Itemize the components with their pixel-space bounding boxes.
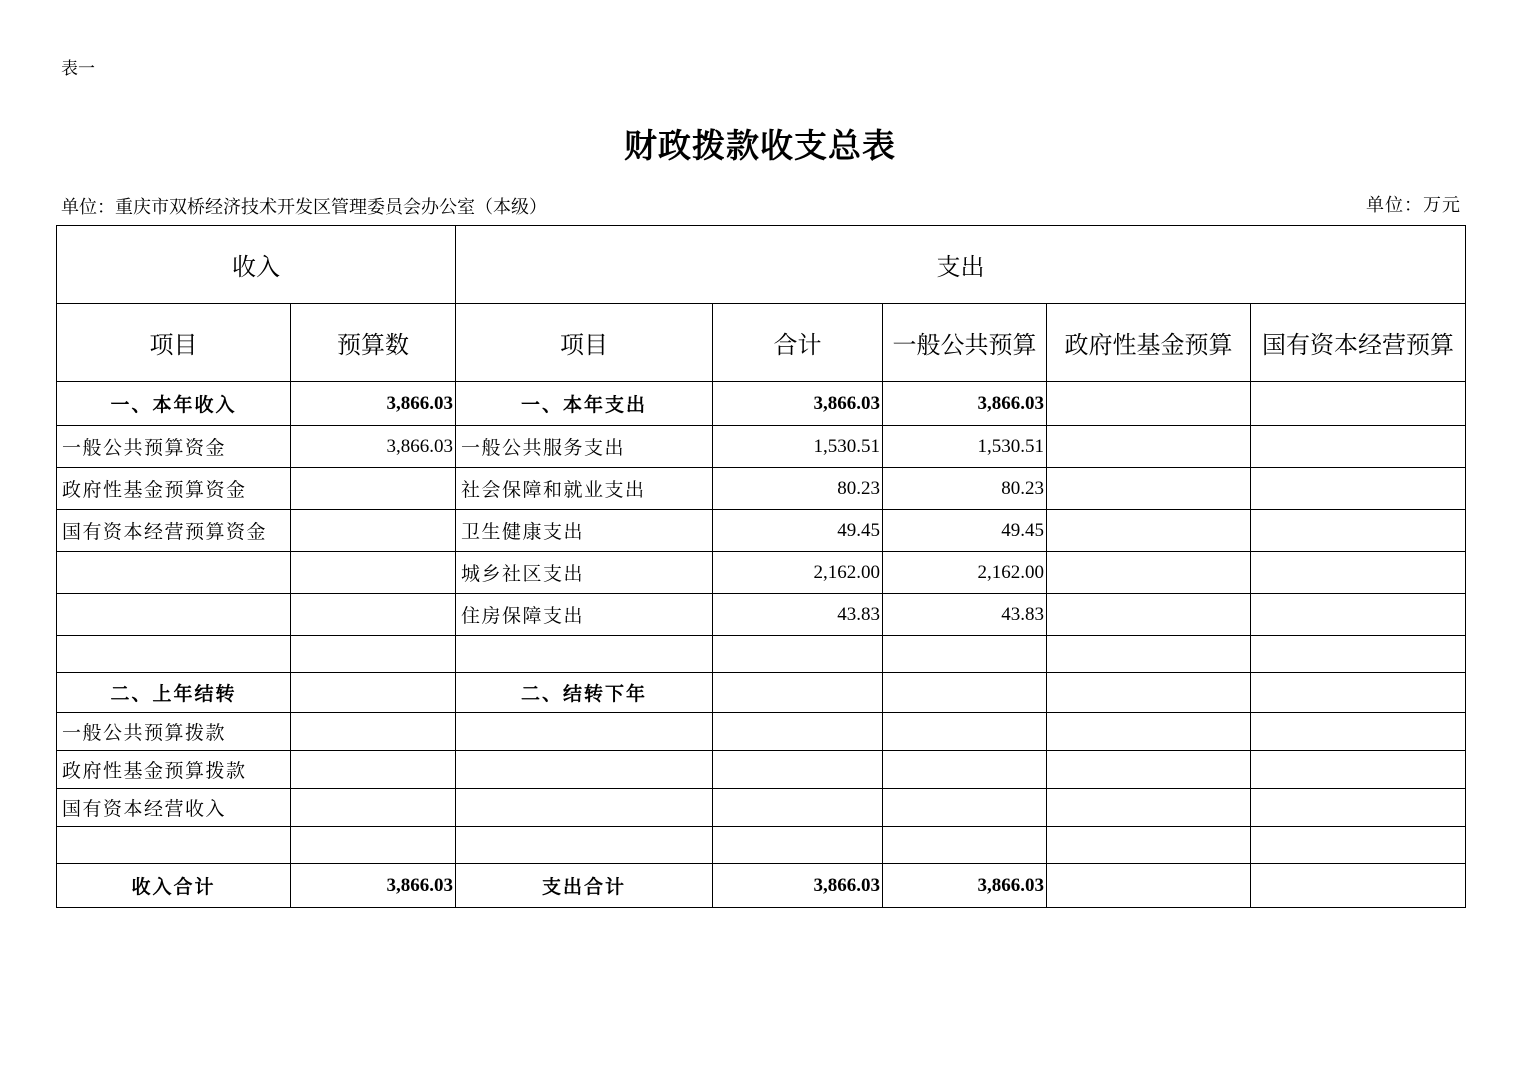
expense-header: 支出 (456, 226, 1466, 304)
table-row (57, 468, 1466, 510)
state-capital-value (1251, 636, 1466, 673)
expense-item: 支出合计 (456, 864, 713, 908)
general-budget-value: 3,866.03 (883, 864, 1047, 908)
total-value: 1,530.51 (713, 426, 883, 468)
state-capital-value (1251, 864, 1466, 908)
expense-item: 社会保障和就业支出 (456, 468, 713, 510)
state-capital-value (1251, 827, 1466, 864)
fund-budget-value (1047, 827, 1251, 864)
budget-value (291, 789, 456, 827)
fund-budget-value (1047, 673, 1251, 713)
state-capital-value (1251, 789, 1466, 827)
col-budget: 预算数 (291, 304, 456, 382)
table-row (57, 426, 1466, 468)
table-row (57, 673, 1466, 713)
total-value (713, 636, 883, 673)
table-row (57, 751, 1466, 789)
fund-budget-value (1047, 636, 1251, 673)
state-capital-value (1251, 673, 1466, 713)
budget-value: 3,866.03 (291, 864, 456, 908)
table-row (57, 510, 1466, 552)
income-item (57, 594, 291, 636)
col-expense-item: 项目 (456, 304, 713, 382)
state-capital-value (1251, 426, 1466, 468)
fund-budget-value (1047, 594, 1251, 636)
budget-value: 3,866.03 (291, 426, 456, 468)
col-income-item: 项目 (57, 304, 291, 382)
general-budget-value (883, 751, 1047, 789)
total-value: 43.83 (713, 594, 883, 636)
income-item (57, 636, 291, 673)
fund-budget-value (1047, 789, 1251, 827)
expense-item: 二、结转下年 (456, 673, 713, 713)
income-item: 收入合计 (57, 864, 291, 908)
expense-item: 城乡社区支出 (456, 552, 713, 594)
table-row (57, 382, 1466, 426)
total-value: 49.45 (713, 510, 883, 552)
total-value: 2,162.00 (713, 552, 883, 594)
organization-unit: 单位：重庆市双桥经济技术开发区管理委员会办公室（本级） (61, 197, 547, 218)
currency-unit: 单位：万元 (1366, 195, 1461, 216)
fund-budget-value (1047, 751, 1251, 789)
state-capital-value (1251, 510, 1466, 552)
table-row (57, 789, 1466, 827)
fund-budget-value (1047, 426, 1251, 468)
table-row (57, 827, 1466, 864)
general-budget-value (883, 789, 1047, 827)
total-value (713, 751, 883, 789)
table-body (57, 382, 1466, 908)
state-capital-value (1251, 751, 1466, 789)
income-item: 二、上年结转 (57, 673, 291, 713)
expense-item (456, 789, 713, 827)
budget-value (291, 552, 456, 594)
total-value (713, 713, 883, 751)
general-budget-value: 1,530.51 (883, 426, 1047, 468)
header-row-columns (57, 304, 1466, 382)
col-general-budget: 一般公共预算 (883, 304, 1047, 382)
expense-item (456, 713, 713, 751)
income-item: 政府性基金预算资金 (57, 468, 291, 510)
expense-item (456, 751, 713, 789)
total-value: 3,866.03 (713, 382, 883, 426)
budget-value (291, 827, 456, 864)
expense-item: 住房保障支出 (456, 594, 713, 636)
fund-budget-value (1047, 382, 1251, 426)
general-budget-value: 49.45 (883, 510, 1047, 552)
fiscal-summary-table (56, 225, 1466, 908)
income-item: 国有资本经营预算资金 (57, 510, 291, 552)
total-value (713, 673, 883, 713)
total-value: 3,866.03 (713, 864, 883, 908)
general-budget-value (883, 673, 1047, 713)
expense-item (456, 827, 713, 864)
table-number: 表一 (61, 59, 95, 79)
table-row (57, 636, 1466, 673)
fund-budget-value (1047, 552, 1251, 594)
budget-value (291, 673, 456, 713)
budget-value (291, 713, 456, 751)
general-budget-value (883, 827, 1047, 864)
header-row-group (57, 226, 1466, 304)
table-row (57, 552, 1466, 594)
general-budget-value (883, 636, 1047, 673)
total-value (713, 827, 883, 864)
fund-budget-value (1047, 510, 1251, 552)
table-row (57, 594, 1466, 636)
general-budget-value: 80.23 (883, 468, 1047, 510)
budget-value: 3,866.03 (291, 382, 456, 426)
expense-item: 卫生健康支出 (456, 510, 713, 552)
budget-value (291, 636, 456, 673)
general-budget-value: 2,162.00 (883, 552, 1047, 594)
col-state-capital-budget: 国有资本经营预算 (1251, 304, 1466, 382)
total-value: 80.23 (713, 468, 883, 510)
income-item: 一般公共预算拨款 (57, 713, 291, 751)
budget-value (291, 510, 456, 552)
state-capital-value (1251, 468, 1466, 510)
table-row (57, 864, 1466, 908)
general-budget-value: 43.83 (883, 594, 1047, 636)
income-item: 一般公共预算资金 (57, 426, 291, 468)
col-total: 合计 (713, 304, 883, 382)
col-fund-budget: 政府性基金预算 (1047, 304, 1251, 382)
expense-item: 一般公共服务支出 (456, 426, 713, 468)
income-item (57, 827, 291, 864)
state-capital-value (1251, 552, 1466, 594)
state-capital-value (1251, 382, 1466, 426)
page-title: 财政拨款收支总表 (624, 126, 896, 165)
budget-value (291, 468, 456, 510)
budget-value (291, 751, 456, 789)
general-budget-value (883, 713, 1047, 751)
state-capital-value (1251, 594, 1466, 636)
table-row (57, 713, 1466, 751)
income-item: 国有资本经营收入 (57, 789, 291, 827)
expense-item: 一、本年支出 (456, 382, 713, 426)
fund-budget-value (1047, 468, 1251, 510)
income-header: 收入 (57, 226, 456, 304)
income-item: 一、本年收入 (57, 382, 291, 426)
total-value (713, 789, 883, 827)
fund-budget-value (1047, 864, 1251, 908)
state-capital-value (1251, 713, 1466, 751)
fund-budget-value (1047, 713, 1251, 751)
income-item (57, 552, 291, 594)
general-budget-value: 3,866.03 (883, 382, 1047, 426)
income-item: 政府性基金预算拨款 (57, 751, 291, 789)
budget-value (291, 594, 456, 636)
expense-item (456, 636, 713, 673)
